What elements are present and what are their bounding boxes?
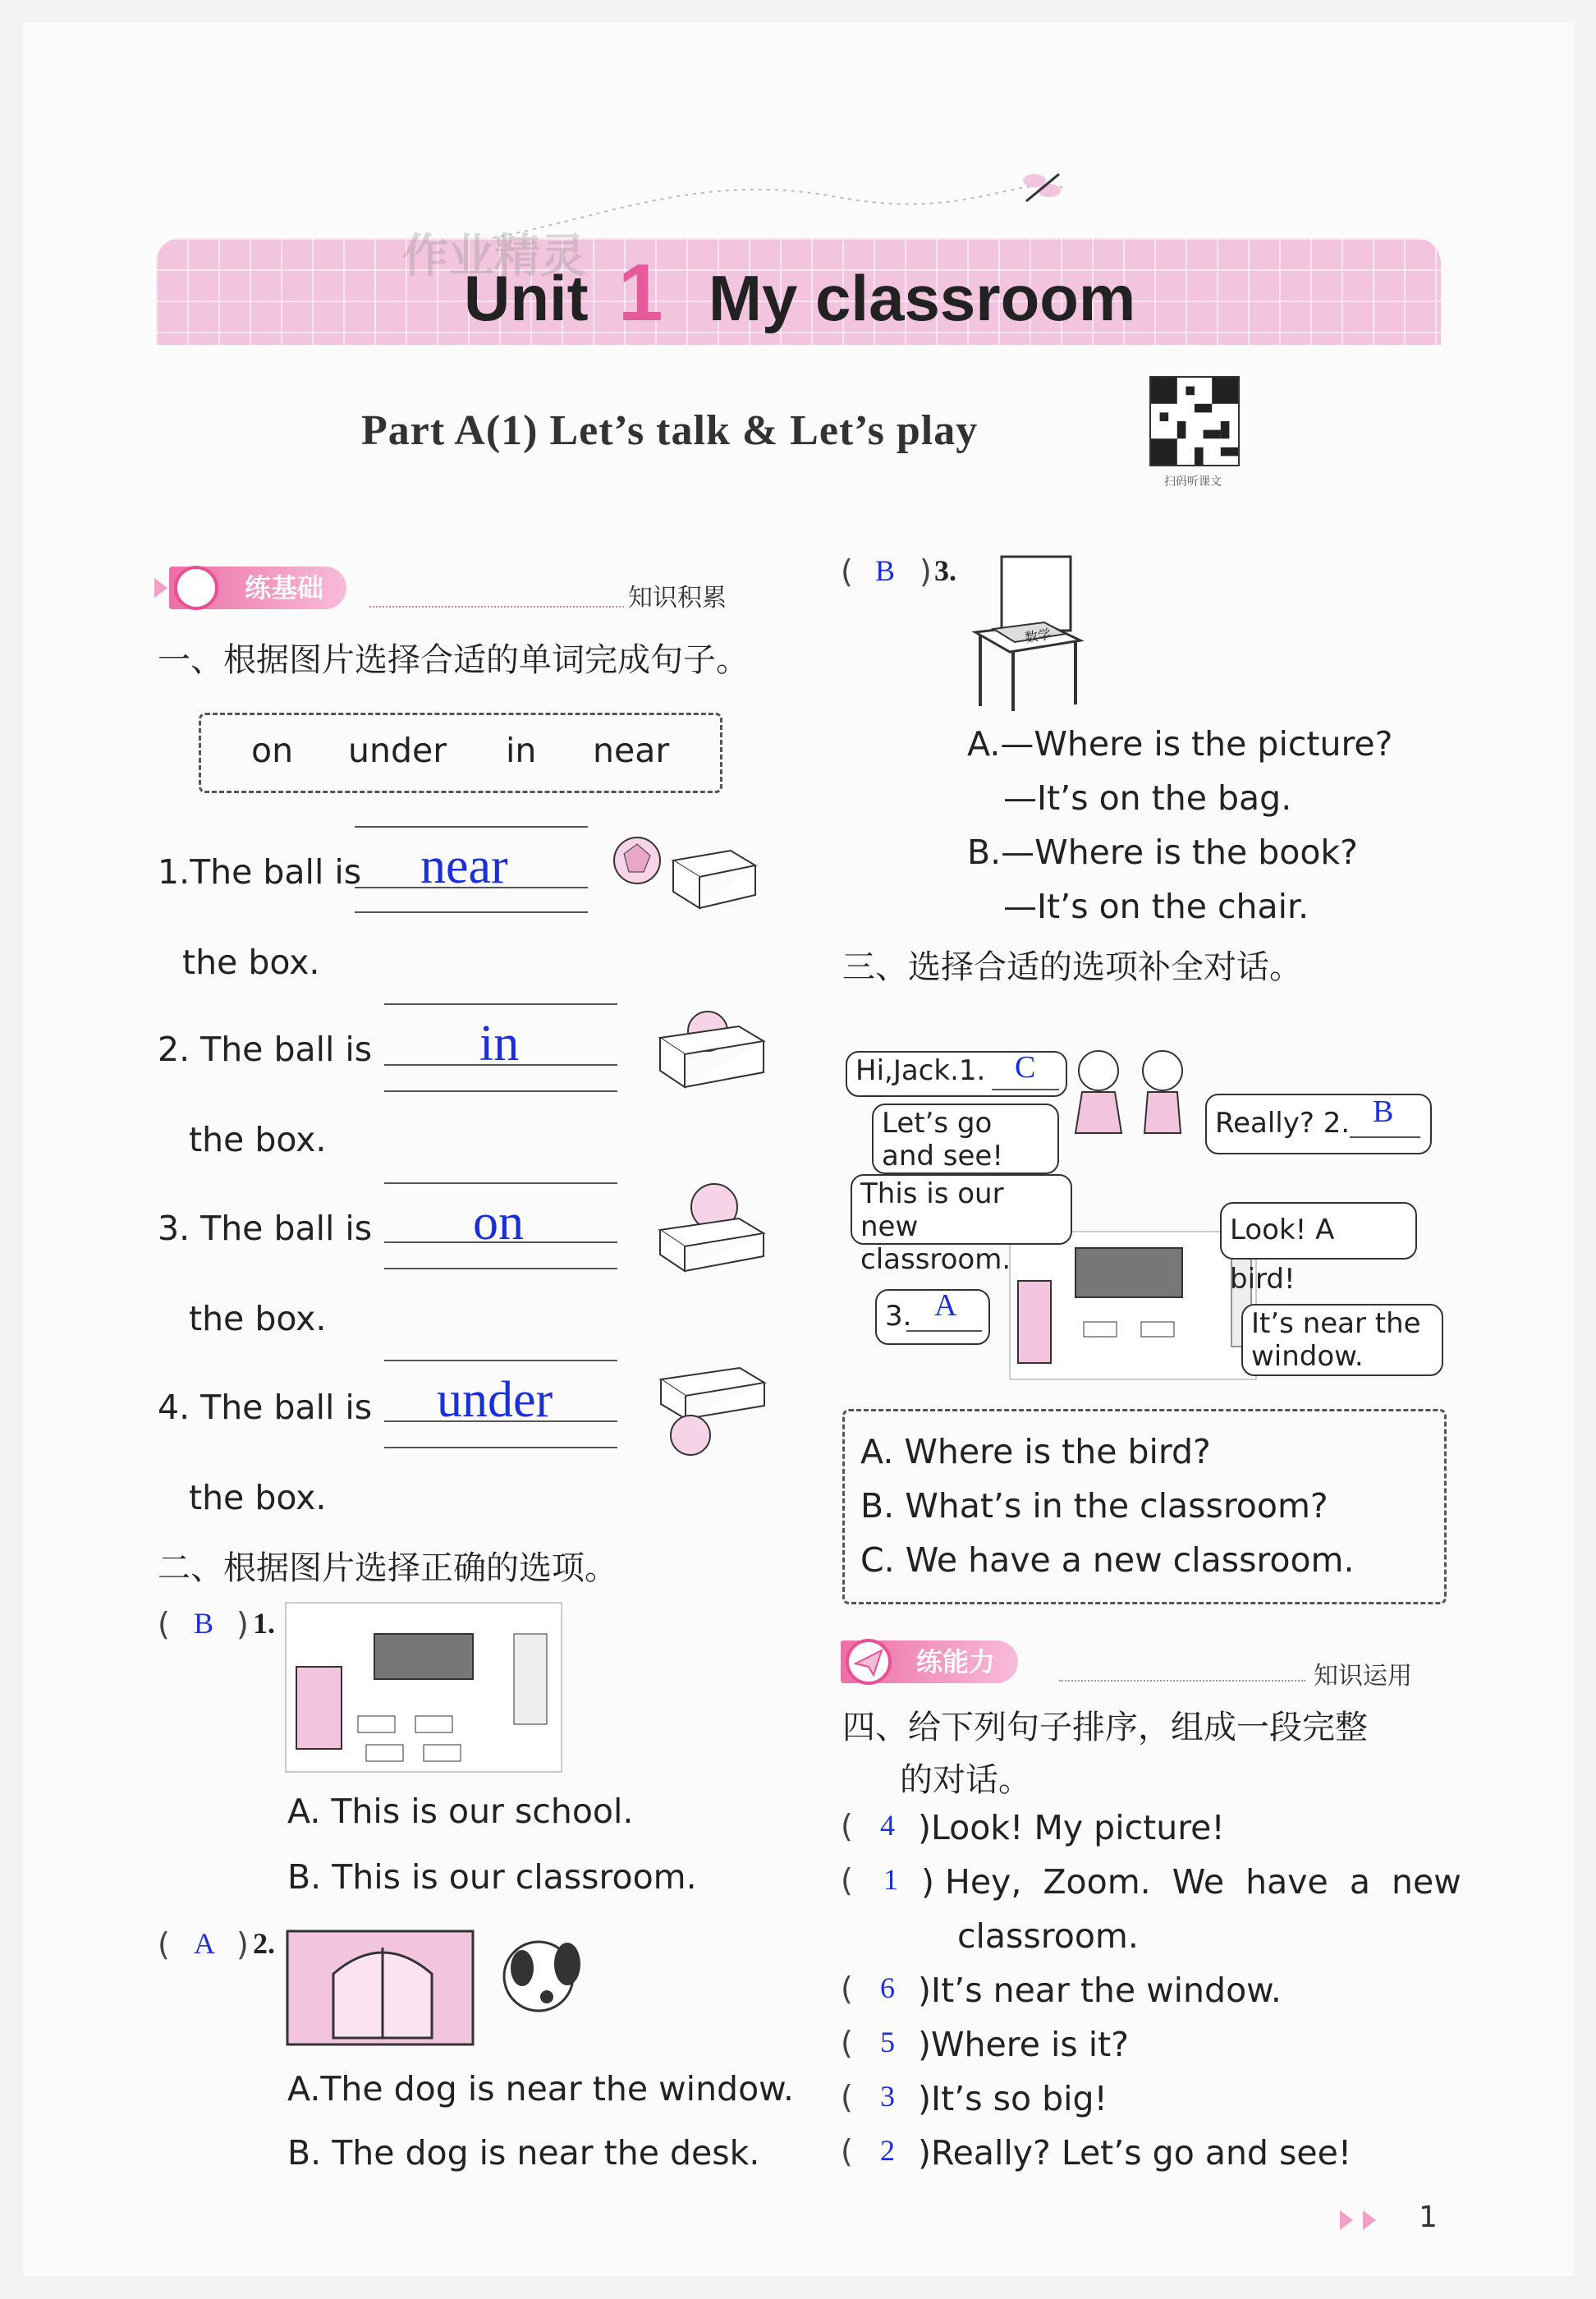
q1-item-suffix: the box. (182, 943, 320, 982)
q1-answer-3: on (473, 1195, 524, 1250)
q4-sentence: )Look! My picture! (918, 1808, 1225, 1847)
q4-sentence: ) Hey, Zoom. We have a new (921, 1862, 1461, 1902)
word-bank-item: on (251, 731, 294, 770)
guide-line (384, 1090, 617, 1092)
word-bank-item: near (593, 731, 670, 770)
unit-title: My classroom (709, 262, 1136, 334)
bubble-text: Really? 2. (1215, 1107, 1351, 1140)
bubble-text: Hi,Jack.1. (855, 1054, 986, 1087)
q3-option: C. We have a new classroom. (860, 1540, 1355, 1580)
q4-sentence: )Where is it? (918, 2025, 1129, 2064)
q3-option: B. What’s in the classroom? (860, 1486, 1328, 1526)
book-label: 数学 (1023, 626, 1053, 646)
q1-item-prefix: 4. The ball is (158, 1388, 373, 1427)
q2-num-2: 2. (253, 1927, 275, 1960)
dog-near-window-illustration (284, 1923, 596, 2046)
q2-answer-3: B (875, 554, 896, 587)
bubble-text: 3. (885, 1300, 912, 1333)
q2-answer-2: A (194, 1927, 215, 1960)
paren-open: ( (158, 1926, 170, 1962)
q4-order-6: 2 (880, 2134, 895, 2167)
guide-line (355, 911, 588, 913)
paren-open: ( (158, 1606, 170, 1642)
paren-close: ) (920, 553, 932, 590)
ball-near-box-illustration (608, 829, 764, 920)
word-bank-item: under (348, 731, 447, 770)
q4-order-5: 3 (880, 2080, 895, 2113)
paren-open: ( (841, 1862, 853, 1898)
q4-order-1: 4 (880, 1809, 895, 1842)
classroom-illustration (284, 1601, 563, 1774)
q3-answer-2: B (1373, 1094, 1394, 1129)
q1-item-suffix: the box. (189, 1299, 327, 1338)
guide-line (384, 1003, 617, 1005)
answer-blank[interactable] (992, 1089, 1059, 1090)
paren-open: ( (841, 2133, 853, 2169)
unit-label: Unit (464, 262, 589, 334)
q1-item-prefix: 2. The ball is (158, 1030, 373, 1069)
ball-on-box-illustration (649, 1179, 772, 1278)
watermark: 作业精灵 (402, 230, 586, 283)
bubble-text: This is our new classroom. (860, 1177, 1011, 1276)
guide-line (384, 1268, 617, 1269)
bubble-text: Look! A bird! (1230, 1214, 1335, 1296)
q4-order-4: 5 (880, 2026, 895, 2058)
section-caption-ability: 知识运用 (1314, 1662, 1412, 1691)
speech-bubble-5 (1220, 1202, 1417, 1296)
paren-open: ( (841, 1808, 853, 1844)
paper-plane-icon (844, 1637, 893, 1686)
paren-close: ) (236, 1606, 249, 1642)
paren-open: ( (841, 2079, 853, 2115)
q1-item-suffix: the box. (189, 1478, 327, 1517)
q2-option: A.The dog is near the window. (287, 2069, 794, 2109)
page-arrow-icon (1340, 2210, 1353, 2230)
dragonfly-icon (1018, 164, 1067, 213)
speech-bubble-7 (1241, 1304, 1443, 1376)
q4-sentence: )It’s near the window. (918, 1971, 1282, 2010)
section-caption-basic: 知识积累 (628, 584, 727, 613)
section-tag-ability: 练能力 (841, 1641, 1018, 1683)
guide-line (384, 1360, 617, 1361)
speech-bubble-4 (851, 1174, 1072, 1276)
q3-instruction: 三、选择合适的选项补全对话。 (842, 948, 1302, 986)
q2-option: A.—Where is the picture? (967, 724, 1393, 764)
ball-in-box-illustration (649, 1003, 772, 1094)
answer-blank[interactable] (906, 1330, 982, 1332)
speech-bubble-3 (1205, 1094, 1432, 1154)
q2-option: B. This is our classroom. (287, 1857, 697, 1897)
speech-bubble-2 (872, 1104, 1059, 1174)
q2-num-3: 3. (934, 554, 956, 587)
speech-bubble-6 (875, 1289, 990, 1345)
q2-answer-1: B (194, 1607, 214, 1640)
q1-instruction: 一、根据图片选择合适的单词完成句子。 (158, 641, 749, 679)
q4-sentence: )Really? Let’s go and see! (918, 2133, 1352, 2173)
q1-answer-4: under (437, 1372, 553, 1428)
word-bank-item: in (506, 731, 537, 770)
arrow-icon (154, 578, 167, 598)
q2-option: A. This is our school. (287, 1792, 634, 1831)
q3-option: A. Where is the bird? (860, 1432, 1211, 1471)
q2-option: B.—Where is the book? (967, 833, 1358, 872)
part-title: Part A(1) Let’s talk & Let’s play (361, 407, 979, 454)
cd-icon (174, 566, 218, 610)
page-number: 1 (1419, 2200, 1438, 2234)
bubble-text: Let’s go and see! (882, 1107, 1003, 1172)
q4-order-3: 6 (880, 1971, 895, 2004)
q3-answer-1: C (1015, 1050, 1036, 1085)
ball-under-box-illustration (653, 1360, 776, 1458)
paren-open: ( (841, 1971, 853, 2007)
q1-item-suffix: the box. (189, 1120, 327, 1159)
guide-line (384, 1182, 617, 1184)
q4-instruction: 四、给下列句子排序，组成一段完整 (842, 1709, 1368, 1746)
guide-line (384, 1447, 617, 1448)
q1-item-prefix: 3. The ball is (158, 1209, 373, 1248)
unit-number: 1 (618, 247, 663, 337)
q4-sentence: )It’s so big! (918, 2079, 1108, 2118)
q2-instruction: 二、根据图片选择正确的选项。 (158, 1549, 617, 1587)
qr-code-icon[interactable] (1149, 376, 1240, 466)
q4-instruction-cont: 的对话。 (900, 1761, 1031, 1799)
q1-answer-1: near (420, 838, 508, 894)
q2-num-1: 1. (253, 1607, 275, 1640)
section-tag-basic: 练基础 (169, 567, 346, 609)
q4-sentence-cont: classroom. (957, 1916, 1139, 1956)
dotted-divider (1059, 1680, 1305, 1682)
q2-option: B. The dog is near the desk. (287, 2133, 760, 2173)
q4-order-2: 1 (883, 1863, 898, 1896)
q1-item-prefix: 1.The ball is (158, 852, 362, 892)
guide-line (355, 826, 588, 828)
paren-open: ( (841, 2025, 853, 2061)
q2-option: —It’s on the bag. (1003, 778, 1292, 818)
qr-caption: 扫码听课文 (1164, 475, 1222, 489)
answer-blank[interactable] (1350, 1136, 1420, 1138)
page-arrow-icon (1363, 2210, 1376, 2230)
dotted-divider (369, 606, 624, 608)
bubble-text: It’s near the window. (1251, 1307, 1421, 1373)
paren-open: ( (841, 553, 853, 590)
q3-answer-3: A (934, 1288, 957, 1323)
paren-close: ) (236, 1926, 249, 1962)
q1-answer-2: in (479, 1016, 520, 1071)
q2-option: —It’s on the chair. (1003, 887, 1309, 926)
